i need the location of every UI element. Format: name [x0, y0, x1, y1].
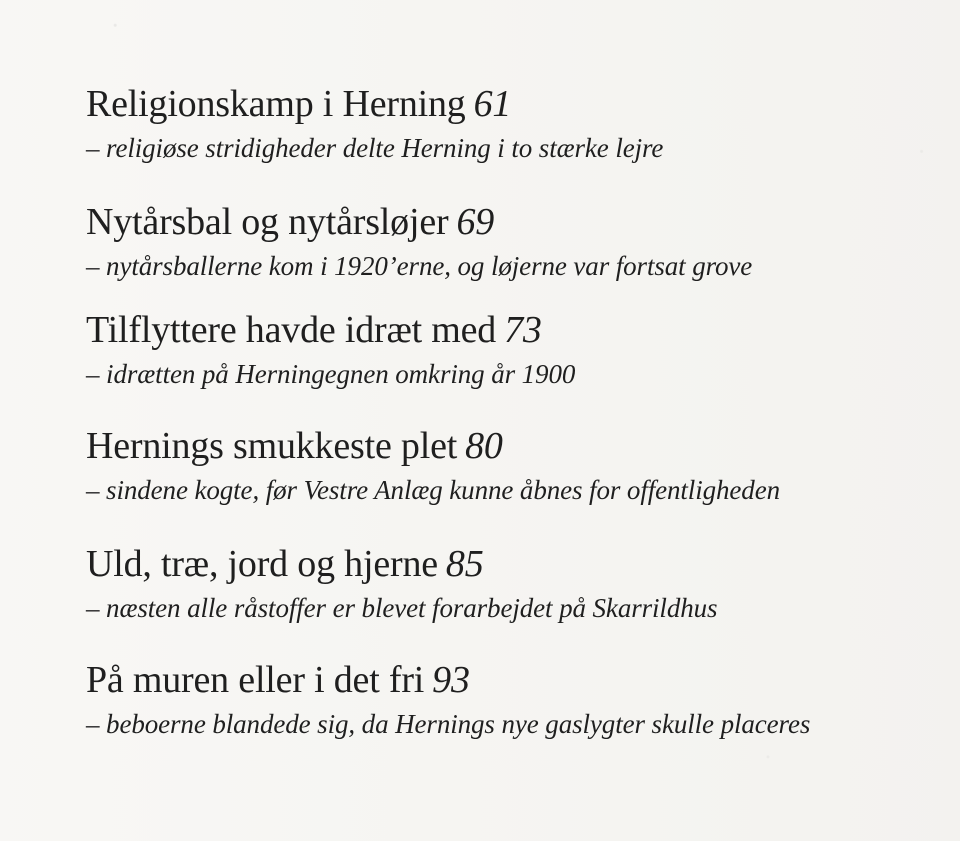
entry-title-line	[86, 82, 916, 126]
entry-title-line	[86, 308, 916, 352]
entry-page-number: 69	[456, 201, 495, 243]
entry-title: På muren eller i det fri	[86, 659, 425, 701]
entry-title: Nytårsbal og nytårsløjer	[86, 201, 449, 243]
entry-subtitle: – næsten alle råstoffer er blevet forarbejdet på Skarrildhus	[86, 593, 718, 623]
toc-entry	[86, 424, 916, 507]
entry-title: Religionskamp i Herning	[86, 83, 466, 125]
entry-subtitle: – idrætten på Herningegnen omkring år 1900	[86, 359, 576, 389]
entry-page-number: 85	[445, 543, 484, 585]
entry-page-number: 93	[432, 659, 470, 701]
entry-title: Uld, træ, jord og hjerne	[86, 543, 438, 585]
entry-subtitle: – nytårsballerne kom i 1920’erne, og løjerne var fortsat grove	[86, 251, 753, 281]
entry-subtitle: – religiøse stridigheder delte Herning i to stærke lejre	[86, 133, 664, 163]
entry-page-number: 73	[504, 309, 542, 351]
toc-entry	[86, 308, 916, 391]
entry-title: Hernings smukkeste plet	[86, 425, 458, 467]
entry-page-number: 80	[465, 425, 503, 467]
entry-title-line	[86, 200, 916, 244]
entry-subtitle: – sindene kogte, før Vestre Anlæg kunne åbnes for offentligheden	[86, 475, 780, 505]
toc-entry	[86, 200, 916, 283]
entry-title: Tilflyttere havde idræt med	[86, 309, 497, 351]
entry-page-number: 61	[473, 83, 512, 125]
entry-title-line	[86, 658, 916, 702]
entry-title-line	[86, 424, 916, 468]
entry-title-line	[86, 542, 916, 586]
entry-subtitle: – beboerne blandede sig, da Hernings nye gaslygter skulle placeres	[86, 709, 811, 739]
toc-entry	[86, 658, 916, 741]
toc-entry	[86, 542, 916, 625]
toc-entry	[86, 82, 916, 165]
